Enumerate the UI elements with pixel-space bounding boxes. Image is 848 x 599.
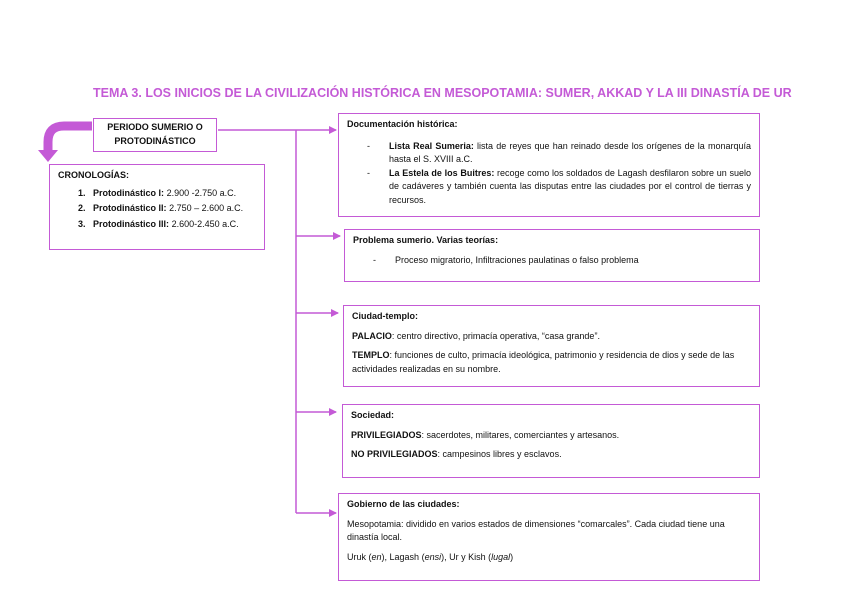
templo-text	[352, 349, 751, 376]
cronologias-box	[49, 164, 265, 250]
documentacion-box	[338, 113, 760, 217]
palacio-label: PALACIO	[352, 330, 392, 341]
item-number: 2.	[78, 203, 86, 213]
problema-box	[344, 229, 760, 282]
templo-desc: : funciones de culto, primacía ideológica, patrimonio y residencia de dios y sede de las actividades realizadas en su nombre.	[352, 350, 735, 374]
curved-arrow-head	[38, 150, 58, 162]
item-label: Lista Real Sumeria:	[389, 140, 474, 151]
ciudad-box	[343, 305, 760, 387]
item-value: 2.750 – 2.600 a.C.	[169, 203, 244, 213]
list-item	[347, 167, 751, 208]
cronologia-item	[78, 202, 256, 216]
item-text: recoge como los soldados de Lagash desfilaron sobre un suelo de cadáveres y también cuenta las disputas entre las ciudades por el control de tierras y recursos.	[389, 167, 751, 205]
city-name: Lagash	[389, 551, 420, 562]
city-name: Uruk	[347, 551, 367, 562]
gobierno-text: Mesopotamia: dividido en varios estados de dimensiones “comarcales”. Cada ciudad tiene una dinastía local.	[347, 518, 725, 542]
priv-desc: : sacerdotes, militares, comerciantes y artesanos.	[421, 429, 620, 440]
problema-heading: Problema sumerio. Varias teorías:	[353, 235, 499, 245]
item-number: 3.	[78, 218, 86, 229]
sociedad-heading: Sociedad:	[351, 410, 395, 420]
item-value: 2.900 -2.750 a.C.	[166, 187, 237, 198]
city-title: ensi	[424, 551, 442, 562]
cities-line: Uruk (en), Lagash (ensi), Ur y Kish (lugal)	[347, 551, 514, 562]
nopriv-label: NO PRIVILEGIADOS	[351, 449, 438, 459]
list-item: - Proceso migratorio, Infiltraciones paulatinas o falso problema	[353, 254, 751, 268]
gobierno-box	[338, 493, 760, 581]
item-value: 2.600-2.450 a.C.	[171, 218, 239, 229]
item-text: lista de reyes que han reinado desde los orígenes de la monarquía hasta el S. XVIII a.C.	[389, 140, 751, 164]
list-item	[347, 140, 751, 167]
palacio-text	[352, 330, 751, 344]
city-title: lugal	[491, 551, 511, 562]
privilegiados-text	[351, 429, 751, 443]
root-label: PERIODO SUMERIO O PROTODINÁSTICO	[107, 122, 203, 146]
item-label: Protodinástico II:	[93, 203, 167, 213]
item-label: Protodinástico III:	[93, 218, 170, 229]
item-number: 1.	[78, 187, 86, 198]
city-title: en	[371, 551, 382, 562]
no-privilegiados-text	[351, 448, 751, 462]
item-label: La Estela de los Buitres:	[389, 167, 495, 178]
documentacion-heading: Documentación histórica:	[347, 119, 458, 129]
cronologia-item	[78, 218, 256, 232]
nopriv-desc: : campesinos libres y esclavos.	[437, 449, 562, 459]
page-title: TEMA 3. LOS INICIOS DE LA CIVILIZACIÓN HISTÓRICA EN MESOPOTAMIA: SUMER, AKKAD Y LA III DINASTÍA DE UR	[93, 86, 792, 100]
cronologia-item	[78, 187, 256, 201]
root-node	[93, 118, 217, 152]
gobierno-heading: Gobierno de las ciudades:	[347, 499, 460, 509]
palacio-desc: : centro directivo, primacía operativa, “casa grande”.	[391, 330, 600, 341]
city-name: Ur y Kish	[449, 551, 486, 562]
sociedad-box	[342, 404, 760, 478]
cronologias-heading: CRONOLOGÍAS:	[58, 170, 129, 180]
templo-label: TEMPLO	[352, 350, 390, 360]
curved-arrow	[48, 126, 92, 152]
ciudad-heading: Ciudad-templo:	[352, 311, 418, 321]
priv-label: PRIVILEGIADOS	[351, 429, 422, 440]
item-label: Protodinástico I:	[93, 187, 165, 198]
